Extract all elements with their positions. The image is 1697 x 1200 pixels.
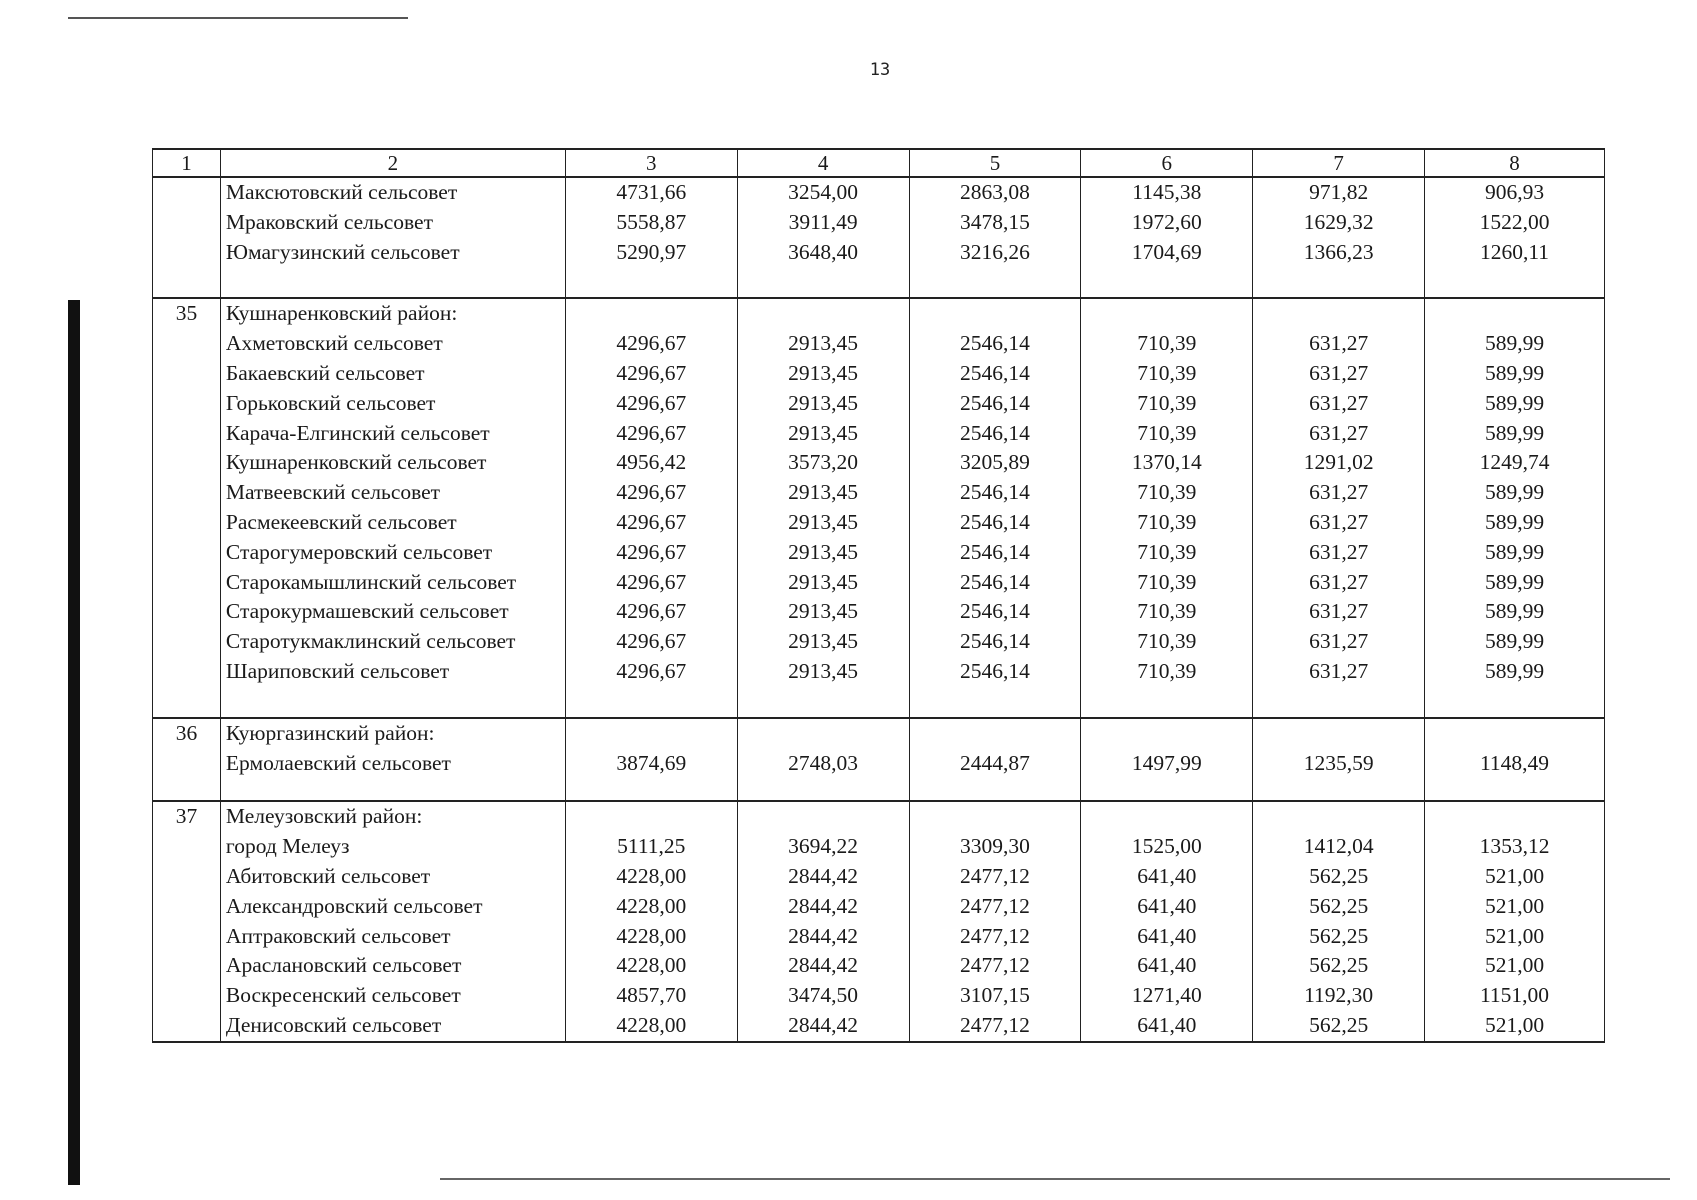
- empty-cell: [1253, 801, 1425, 832]
- empty-cell: [153, 687, 221, 718]
- scan-edge-line-bottom: [440, 1178, 1670, 1180]
- column-header-row: [153, 149, 1605, 177]
- table-row: [153, 1011, 1605, 1042]
- value-col-6: 641,40: [1081, 1011, 1253, 1042]
- value-col-5: 2546,14: [909, 478, 1081, 508]
- value-col-5: 2863,08: [909, 177, 1081, 208]
- value-col-7: 1629,32: [1253, 208, 1425, 238]
- empty-cell: [1253, 267, 1425, 298]
- value-col-7: 971,82: [1253, 177, 1425, 208]
- row-number: [153, 208, 221, 238]
- column-header: 2: [220, 149, 565, 177]
- settlement-name: Бакаевский сельсовет: [220, 359, 565, 389]
- value-col-7: 631,27: [1253, 568, 1425, 598]
- empty-cell: [1081, 778, 1253, 801]
- empty-cell: [220, 687, 565, 718]
- value-col-4: 2913,45: [737, 627, 909, 657]
- value-col-4: 2844,42: [737, 922, 909, 952]
- value-col-3: 4731,66: [565, 177, 737, 208]
- table-row: [153, 508, 1605, 538]
- value-col-3: 4228,00: [565, 922, 737, 952]
- value-col-6: 710,39: [1081, 508, 1253, 538]
- value-col-6: 710,39: [1081, 478, 1253, 508]
- value-col-4: 2913,45: [737, 657, 909, 687]
- value-col-7: 1235,59: [1253, 749, 1425, 779]
- settlement-name: Юмагузинский сельсовет: [220, 238, 565, 268]
- value-col-8: 1260,11: [1425, 238, 1605, 268]
- value-col-8: 521,00: [1425, 922, 1605, 952]
- table-row: [153, 749, 1605, 779]
- row-number: [153, 749, 221, 779]
- column-header: 8: [1425, 149, 1605, 177]
- spacer-row: [153, 267, 1605, 298]
- value-col-5: 3107,15: [909, 981, 1081, 1011]
- value-col-4: 2913,45: [737, 329, 909, 359]
- settlement-name: Шариповский сельсовет: [220, 657, 565, 687]
- value-col-3: 4296,67: [565, 597, 737, 627]
- table-row: [153, 238, 1605, 268]
- value-col-5: 2546,14: [909, 597, 1081, 627]
- value-col-4: 2844,42: [737, 951, 909, 981]
- value-col-8: 1148,49: [1425, 749, 1605, 779]
- empty-cell: [565, 687, 737, 718]
- value-col-4: 2913,45: [737, 359, 909, 389]
- value-col-5: 3205,89: [909, 448, 1081, 478]
- table-row: [153, 597, 1605, 627]
- value-col-4: 3694,22: [737, 832, 909, 862]
- row-number: [153, 478, 221, 508]
- value-col-8: 521,00: [1425, 951, 1605, 981]
- settlement-name: Ахметовский сельсовет: [220, 329, 565, 359]
- value-col-6: 1145,38: [1081, 177, 1253, 208]
- value-col-3: 4228,00: [565, 1011, 737, 1042]
- settlement-name: Ермолаевский сельсовет: [220, 749, 565, 779]
- spacer-row: [153, 687, 1605, 718]
- value-col-8: 589,99: [1425, 568, 1605, 598]
- value-col-6: 1704,69: [1081, 238, 1253, 268]
- settlement-name: Кушнаренковский сельсовет: [220, 448, 565, 478]
- empty-cell: [737, 267, 909, 298]
- empty-cell: [1253, 718, 1425, 749]
- empty-cell: [1425, 778, 1605, 801]
- column-header: 7: [1253, 149, 1425, 177]
- settlement-name: Аптраковский сельсовет: [220, 922, 565, 952]
- value-col-4: 2913,45: [737, 389, 909, 419]
- empty-cell: [220, 267, 565, 298]
- value-col-3: 4296,67: [565, 538, 737, 568]
- value-col-7: 562,25: [1253, 862, 1425, 892]
- value-col-3: 4857,70: [565, 981, 737, 1011]
- value-col-6: 1972,60: [1081, 208, 1253, 238]
- value-col-3: 3874,69: [565, 749, 737, 779]
- row-number: [153, 597, 221, 627]
- settlement-name: Карача-Елгинский сельсовет: [220, 419, 565, 449]
- empty-cell: [1425, 298, 1605, 329]
- column-header: 3: [565, 149, 737, 177]
- empty-cell: [1081, 298, 1253, 329]
- district-title: Кушнаренковский район:: [220, 298, 565, 329]
- value-col-8: 1151,00: [1425, 981, 1605, 1011]
- table-row: [153, 419, 1605, 449]
- value-col-4: 2913,45: [737, 568, 909, 598]
- value-col-4: 3254,00: [737, 177, 909, 208]
- table-row: [153, 832, 1605, 862]
- settlement-name: Араслановский сельсовет: [220, 951, 565, 981]
- row-number: [153, 359, 221, 389]
- settlement-name: Горьковский сельсовет: [220, 389, 565, 419]
- value-col-5: 2546,14: [909, 359, 1081, 389]
- value-col-4: 2844,42: [737, 892, 909, 922]
- table-row: [153, 981, 1605, 1011]
- value-col-3: 4296,67: [565, 478, 737, 508]
- value-col-8: 589,99: [1425, 538, 1605, 568]
- empty-cell: [1081, 801, 1253, 832]
- settlement-name: Матвеевский сельсовет: [220, 478, 565, 508]
- value-col-8: 1522,00: [1425, 208, 1605, 238]
- value-col-8: 1249,74: [1425, 448, 1605, 478]
- settlement-name: Старокамышлинский сельсовет: [220, 568, 565, 598]
- value-col-3: 5290,97: [565, 238, 737, 268]
- value-col-6: 710,39: [1081, 538, 1253, 568]
- value-col-3: 4228,00: [565, 892, 737, 922]
- column-header: 6: [1081, 149, 1253, 177]
- empty-cell: [909, 687, 1081, 718]
- value-col-7: 631,27: [1253, 627, 1425, 657]
- value-col-7: 631,27: [1253, 359, 1425, 389]
- empty-cell: [909, 718, 1081, 749]
- row-number: [153, 448, 221, 478]
- district-number: 36: [153, 718, 221, 749]
- value-col-5: 3216,26: [909, 238, 1081, 268]
- district-title-row: [153, 718, 1605, 749]
- row-number: [153, 951, 221, 981]
- value-col-7: 631,27: [1253, 597, 1425, 627]
- empty-cell: [737, 298, 909, 329]
- value-col-8: 906,93: [1425, 177, 1605, 208]
- value-col-7: 562,25: [1253, 951, 1425, 981]
- empty-cell: [737, 718, 909, 749]
- value-col-3: 4956,42: [565, 448, 737, 478]
- value-col-3: 4296,67: [565, 627, 737, 657]
- value-col-6: 710,39: [1081, 627, 1253, 657]
- value-col-3: 4296,67: [565, 389, 737, 419]
- spacer-row: [153, 778, 1605, 801]
- page-number: 13: [869, 60, 891, 80]
- settlement-name: Расмекеевский сельсовет: [220, 508, 565, 538]
- value-col-7: 562,25: [1253, 892, 1425, 922]
- value-col-4: 2913,45: [737, 597, 909, 627]
- table-row: [153, 951, 1605, 981]
- value-col-4: 2844,42: [737, 862, 909, 892]
- value-col-6: 641,40: [1081, 862, 1253, 892]
- settlement-name: Старогумеровский сельсовет: [220, 538, 565, 568]
- empty-cell: [737, 687, 909, 718]
- value-col-7: 631,27: [1253, 508, 1425, 538]
- table-row: [153, 478, 1605, 508]
- value-col-8: 521,00: [1425, 862, 1605, 892]
- empty-cell: [565, 718, 737, 749]
- empty-cell: [737, 801, 909, 832]
- district-title: Куюргазинский район:: [220, 718, 565, 749]
- value-col-6: 1271,40: [1081, 981, 1253, 1011]
- empty-cell: [153, 267, 221, 298]
- value-col-5: 3309,30: [909, 832, 1081, 862]
- empty-cell: [1253, 298, 1425, 329]
- table-row: [153, 892, 1605, 922]
- value-col-3: 4296,67: [565, 568, 737, 598]
- value-col-7: 631,27: [1253, 419, 1425, 449]
- value-col-8: 1353,12: [1425, 832, 1605, 862]
- value-col-7: 562,25: [1253, 1011, 1425, 1042]
- value-col-3: 4296,67: [565, 657, 737, 687]
- value-col-7: 562,25: [1253, 922, 1425, 952]
- value-col-6: 1525,00: [1081, 832, 1253, 862]
- district-number: 35: [153, 298, 221, 329]
- value-col-5: 2477,12: [909, 862, 1081, 892]
- value-col-6: 710,39: [1081, 568, 1253, 598]
- table-row: [153, 359, 1605, 389]
- empty-cell: [1425, 801, 1605, 832]
- value-col-5: 3478,15: [909, 208, 1081, 238]
- value-col-3: 4228,00: [565, 951, 737, 981]
- empty-cell: [565, 298, 737, 329]
- row-number: [153, 1011, 221, 1042]
- value-col-3: 5111,25: [565, 832, 737, 862]
- value-col-7: 1192,30: [1253, 981, 1425, 1011]
- value-col-4: 2844,42: [737, 1011, 909, 1042]
- value-col-5: 2546,14: [909, 508, 1081, 538]
- settlement-name: Денисовский сельсовет: [220, 1011, 565, 1042]
- value-col-3: 4296,67: [565, 419, 737, 449]
- row-number: [153, 419, 221, 449]
- value-col-7: 631,27: [1253, 389, 1425, 419]
- value-col-3: 4296,67: [565, 508, 737, 538]
- table-row: [153, 177, 1605, 208]
- value-col-7: 631,27: [1253, 478, 1425, 508]
- data-table: [152, 148, 1605, 1043]
- row-number: [153, 389, 221, 419]
- table-row: [153, 657, 1605, 687]
- row-number: [153, 832, 221, 862]
- value-col-8: 589,99: [1425, 359, 1605, 389]
- empty-cell: [153, 778, 221, 801]
- value-col-6: 710,39: [1081, 389, 1253, 419]
- value-col-7: 1412,04: [1253, 832, 1425, 862]
- value-col-5: 2546,14: [909, 657, 1081, 687]
- value-col-4: 3474,50: [737, 981, 909, 1011]
- value-col-5: 2546,14: [909, 568, 1081, 598]
- empty-cell: [909, 267, 1081, 298]
- value-col-8: 589,99: [1425, 627, 1605, 657]
- value-col-5: 2477,12: [909, 892, 1081, 922]
- empty-cell: [1081, 267, 1253, 298]
- row-number: [153, 329, 221, 359]
- settlement-name: Воскресенский сельсовет: [220, 981, 565, 1011]
- value-col-8: 589,99: [1425, 419, 1605, 449]
- row-number: [153, 922, 221, 952]
- table-row: [153, 208, 1605, 238]
- table-row: [153, 627, 1605, 657]
- row-number: [153, 862, 221, 892]
- empty-cell: [1425, 687, 1605, 718]
- value-col-4: 2913,45: [737, 538, 909, 568]
- column-header: 5: [909, 149, 1081, 177]
- value-col-5: 2546,14: [909, 389, 1081, 419]
- value-col-6: 1497,99: [1081, 749, 1253, 779]
- district-number: 37: [153, 801, 221, 832]
- value-col-6: 710,39: [1081, 657, 1253, 687]
- empty-cell: [565, 267, 737, 298]
- settlement-name: Абитовский сельсовет: [220, 862, 565, 892]
- value-col-3: 4296,67: [565, 359, 737, 389]
- value-col-4: 2913,45: [737, 478, 909, 508]
- settlement-name: Александровский сельсовет: [220, 892, 565, 922]
- settlement-name: Старотукмаклинский сельсовет: [220, 627, 565, 657]
- row-number: [153, 568, 221, 598]
- value-col-8: 589,99: [1425, 478, 1605, 508]
- value-col-7: 631,27: [1253, 657, 1425, 687]
- value-col-5: 2546,14: [909, 627, 1081, 657]
- value-col-4: 3911,49: [737, 208, 909, 238]
- value-col-6: 710,39: [1081, 329, 1253, 359]
- value-col-6: 1370,14: [1081, 448, 1253, 478]
- value-col-5: 2477,12: [909, 1011, 1081, 1042]
- value-col-8: 589,99: [1425, 597, 1605, 627]
- settlement-name: Старокурмашевский сельсовет: [220, 597, 565, 627]
- table-row: [153, 862, 1605, 892]
- value-col-7: 631,27: [1253, 538, 1425, 568]
- settlement-name: Мраковский сельсовет: [220, 208, 565, 238]
- value-col-3: 5558,87: [565, 208, 737, 238]
- value-col-6: 710,39: [1081, 597, 1253, 627]
- column-header: 1: [153, 149, 221, 177]
- value-col-6: 710,39: [1081, 359, 1253, 389]
- district-title: Мелеузовский район:: [220, 801, 565, 832]
- value-col-4: 2913,45: [737, 508, 909, 538]
- value-col-8: 589,99: [1425, 657, 1605, 687]
- settlement-name: город Мелеуз: [220, 832, 565, 862]
- empty-cell: [220, 778, 565, 801]
- value-col-3: 4228,00: [565, 862, 737, 892]
- value-col-4: 3648,40: [737, 238, 909, 268]
- value-col-5: 2477,12: [909, 951, 1081, 981]
- scan-edge-line-left: [68, 300, 80, 1185]
- table-row: [153, 448, 1605, 478]
- settlement-name: Максютовский сельсовет: [220, 177, 565, 208]
- table-row: [153, 922, 1605, 952]
- value-col-5: 2546,14: [909, 538, 1081, 568]
- value-col-6: 641,40: [1081, 922, 1253, 952]
- value-col-8: 521,00: [1425, 1011, 1605, 1042]
- value-col-5: 2546,14: [909, 329, 1081, 359]
- row-number: [153, 238, 221, 268]
- value-col-6: 710,39: [1081, 419, 1253, 449]
- value-col-8: 589,99: [1425, 389, 1605, 419]
- row-number: [153, 981, 221, 1011]
- value-col-8: 589,99: [1425, 508, 1605, 538]
- empty-cell: [1425, 718, 1605, 749]
- value-col-8: 521,00: [1425, 892, 1605, 922]
- row-number: [153, 892, 221, 922]
- empty-cell: [565, 778, 737, 801]
- value-col-6: 641,40: [1081, 951, 1253, 981]
- value-col-5: 2477,12: [909, 922, 1081, 952]
- row-number: [153, 177, 221, 208]
- row-number: [153, 657, 221, 687]
- table-row: [153, 329, 1605, 359]
- table-row: [153, 538, 1605, 568]
- empty-cell: [909, 801, 1081, 832]
- value-col-5: 2546,14: [909, 419, 1081, 449]
- empty-cell: [909, 298, 1081, 329]
- value-col-6: 641,40: [1081, 892, 1253, 922]
- scan-edge-line-top: [68, 17, 408, 19]
- row-number: [153, 627, 221, 657]
- value-col-4: 2748,03: [737, 749, 909, 779]
- empty-cell: [909, 778, 1081, 801]
- column-header: 4: [737, 149, 909, 177]
- empty-cell: [1081, 718, 1253, 749]
- row-number: [153, 508, 221, 538]
- value-col-4: 2913,45: [737, 419, 909, 449]
- value-col-7: 1366,23: [1253, 238, 1425, 268]
- table-row: [153, 389, 1605, 419]
- value-col-3: 4296,67: [565, 329, 737, 359]
- district-title-row: [153, 801, 1605, 832]
- empty-cell: [1253, 687, 1425, 718]
- table-row: [153, 568, 1605, 598]
- value-col-7: 631,27: [1253, 329, 1425, 359]
- value-col-8: 589,99: [1425, 329, 1605, 359]
- row-number: [153, 538, 221, 568]
- empty-cell: [1425, 267, 1605, 298]
- value-col-5: 2444,87: [909, 749, 1081, 779]
- table-body: [153, 149, 1605, 1042]
- empty-cell: [737, 778, 909, 801]
- value-col-4: 3573,20: [737, 448, 909, 478]
- value-col-7: 1291,02: [1253, 448, 1425, 478]
- district-title-row: [153, 298, 1605, 329]
- empty-cell: [565, 801, 737, 832]
- empty-cell: [1253, 778, 1425, 801]
- empty-cell: [1081, 687, 1253, 718]
